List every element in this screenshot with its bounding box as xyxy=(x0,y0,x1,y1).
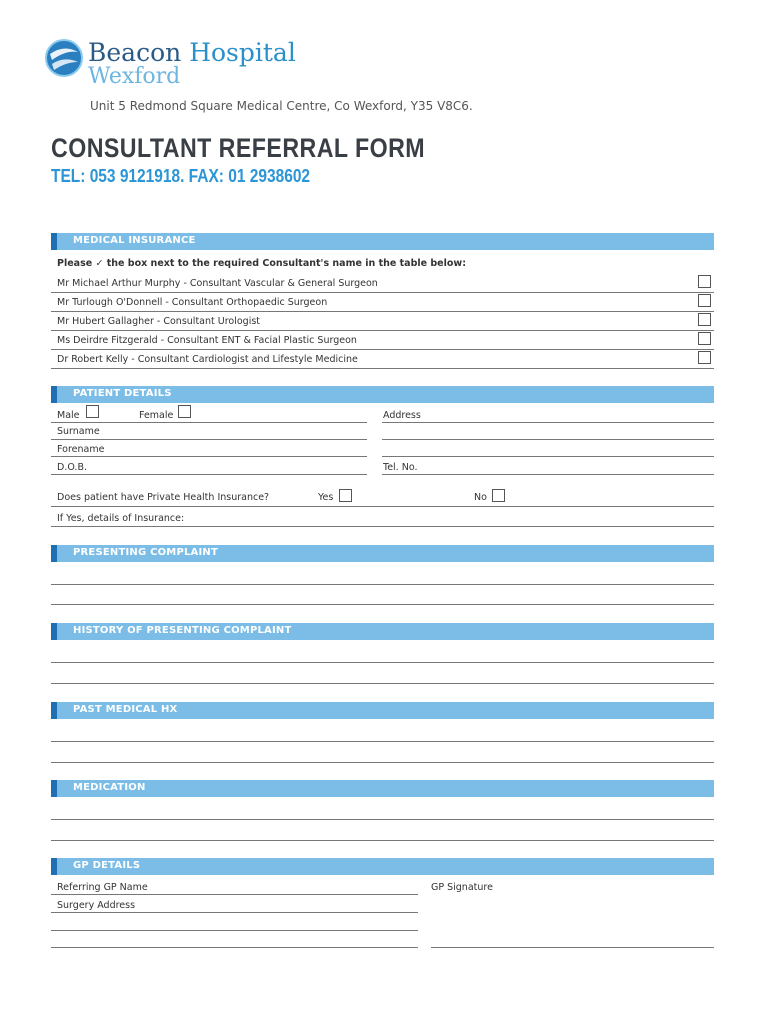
section-gp-details: GP DETAILS xyxy=(51,858,714,875)
male-checkbox[interactable] xyxy=(86,405,99,418)
divider xyxy=(51,292,714,293)
consultant-checkbox[interactable] xyxy=(698,332,711,345)
complaint-line[interactable] xyxy=(51,604,714,605)
tel-label: Tel. No. xyxy=(383,462,418,473)
medication-line[interactable] xyxy=(51,840,714,841)
divider xyxy=(51,422,367,423)
no-checkbox[interactable] xyxy=(492,489,505,502)
forename-line[interactable] xyxy=(51,456,367,457)
dob-line[interactable] xyxy=(51,474,367,475)
insurance-instruction: Please ✓ the box next to the required Consultant's name in the table below: xyxy=(57,258,466,269)
consultant-label: Mr Turlough O'Donnell - Consultant Orthopaedic Surgeon xyxy=(57,297,328,308)
section-medication: MEDICATION xyxy=(51,780,714,797)
consultant-label: Mr Michael Arthur Murphy - Consultant Vascular & General Surgeon xyxy=(57,278,378,289)
gp-name-line[interactable] xyxy=(51,894,418,895)
consultant-checkbox[interactable] xyxy=(698,313,711,326)
hospital-address: Unit 5 Redmond Square Medical Centre, Co Wexford, Y35 V8C6. xyxy=(90,99,473,113)
section-past-medical: PAST MEDICAL HX xyxy=(51,702,714,719)
consultant-checkbox[interactable] xyxy=(698,275,711,288)
consultant-label: Mr Hubert Gallagher - Consultant Urologist xyxy=(57,316,261,327)
male-label: Male xyxy=(57,410,80,421)
medication-line[interactable] xyxy=(51,819,714,820)
past-medical-line[interactable] xyxy=(51,741,714,742)
section-patient-details: PATIENT DETAILS xyxy=(51,386,714,403)
history-line[interactable] xyxy=(51,683,714,684)
complaint-line[interactable] xyxy=(51,584,714,585)
address-line[interactable] xyxy=(382,456,714,457)
surgery-address-label: Surgery Address xyxy=(57,900,136,911)
tel-fax: TEL: 053 9121918. FAX: 01 2938602 xyxy=(51,166,311,186)
forename-label: Forename xyxy=(57,444,105,455)
brand-name: Beacon Hospital xyxy=(88,38,296,67)
gp-signature-label: GP Signature xyxy=(431,882,493,893)
divider xyxy=(51,330,714,331)
divider xyxy=(51,368,714,369)
section-medical-insurance: MEDICAL INSURANCE xyxy=(51,233,714,250)
consultant-checkbox[interactable] xyxy=(698,294,711,307)
address-line[interactable] xyxy=(382,422,714,423)
brand-location: Wexford xyxy=(88,64,181,89)
female-checkbox[interactable] xyxy=(178,405,191,418)
female-label: Female xyxy=(139,410,174,421)
divider xyxy=(51,311,714,312)
divider xyxy=(51,349,714,350)
hospital-logo-icon xyxy=(44,38,84,78)
dob-label: D.O.B. xyxy=(57,462,87,473)
consultant-checkbox[interactable] xyxy=(698,351,711,364)
address-line[interactable] xyxy=(382,439,714,440)
surgery-address-line[interactable] xyxy=(51,930,418,931)
address-label: Address xyxy=(383,410,421,421)
section-history: HISTORY OF PRESENTING COMPLAINT xyxy=(51,623,714,640)
gp-name-label: Referring GP Name xyxy=(57,882,148,893)
no-label: No xyxy=(474,492,487,503)
insurance-details-line[interactable] xyxy=(51,526,714,527)
section-presenting-complaint: PRESENTING COMPLAINT xyxy=(51,545,714,562)
surgery-address-line[interactable] xyxy=(51,912,418,913)
insurance-question: Does patient have Private Health Insurance? xyxy=(57,492,270,503)
past-medical-line[interactable] xyxy=(51,762,714,763)
consultant-label: Ms Deirdre Fitzgerald - Consultant ENT & Facial Plastic Surgeon xyxy=(57,335,357,346)
gp-signature-line[interactable] xyxy=(431,947,714,948)
insurance-details-label: If Yes, details of Insurance: xyxy=(57,513,185,524)
consultant-label: Dr Robert Kelly - Consultant Cardiologist and Lifestyle Medicine xyxy=(57,354,358,365)
surname-label: Surname xyxy=(57,426,100,437)
yes-checkbox[interactable] xyxy=(339,489,352,502)
surgery-address-line[interactable] xyxy=(51,947,418,948)
surname-line[interactable] xyxy=(51,439,367,440)
yes-label: Yes xyxy=(318,492,334,503)
divider xyxy=(51,506,714,507)
tel-line[interactable] xyxy=(382,474,714,475)
page-title: CONSULTANT REFERRAL FORM xyxy=(51,133,426,163)
history-line[interactable] xyxy=(51,662,714,663)
